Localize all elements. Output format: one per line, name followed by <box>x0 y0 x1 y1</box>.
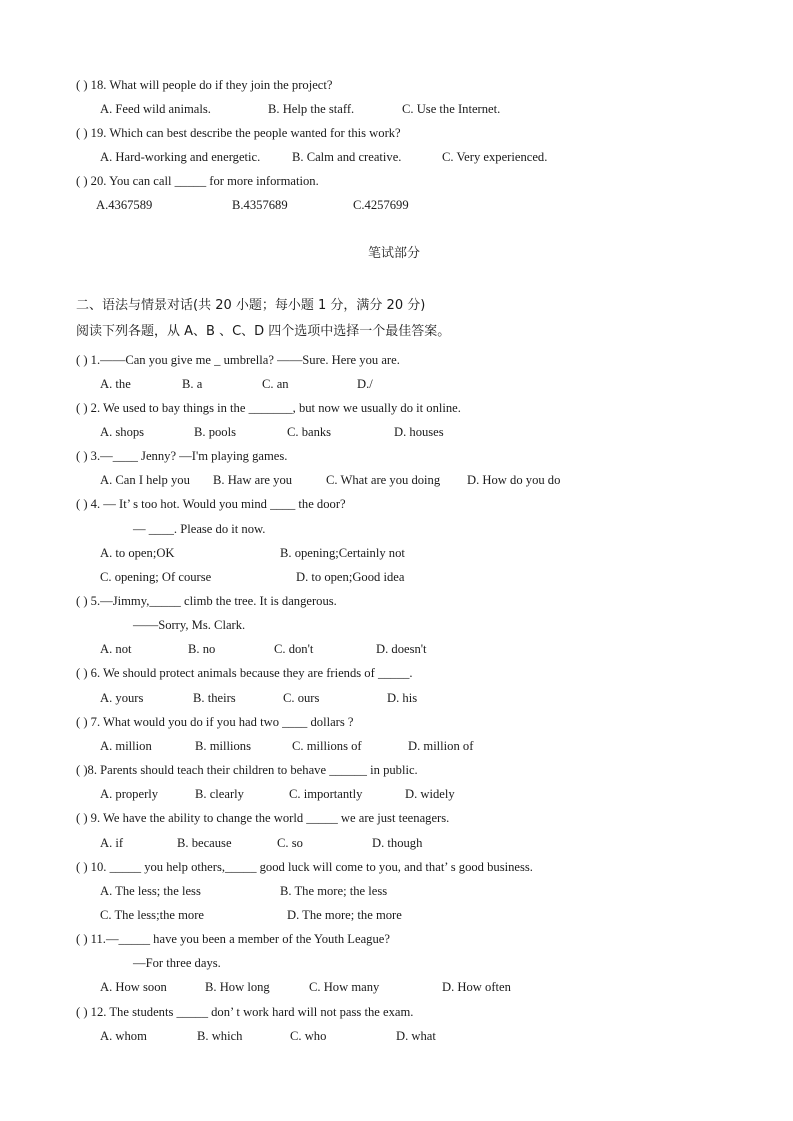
question-5-option-c: C. don't <box>274 642 314 656</box>
question-7-option-b: B. millions <box>195 739 251 753</box>
question-18-option-a: A. Feed wild animals. <box>100 102 211 116</box>
question-10-option-a: A. The less; the less <box>100 884 201 898</box>
question-1-option-c: C. an <box>262 377 289 391</box>
question-9-option-b: B. because <box>177 836 232 850</box>
question-7-option-d: D. million of <box>408 739 474 753</box>
question-7-option-a: A. million <box>100 739 152 753</box>
question-4-option-d: D. to open;Good idea <box>296 570 405 584</box>
question-6-option-b: B. theirs <box>193 691 236 705</box>
question-6-option-d: D. his <box>387 691 418 705</box>
question-20-option-b: B.4357689 <box>232 198 288 212</box>
question-2-option-b: B. pools <box>194 425 236 439</box>
question-8-option-d: D. widely <box>405 787 455 801</box>
question-6-option-c: C. ours <box>283 691 320 705</box>
question-20-option-a: A.4367589 <box>96 198 153 212</box>
question-2-option-d: D. houses <box>394 425 444 439</box>
question-3-option-a: A. Can I help you <box>100 473 190 487</box>
question-4-stem: ( ) 4. — It’ s too hot. Would you mind ____ the door? <box>76 497 346 511</box>
question-6-stem: ( ) 6. We should protect animals because they are friends of _____. <box>76 666 413 680</box>
question-12-option-a: A. whom <box>100 1029 147 1043</box>
question-2-stem: ( ) 2. We used to bay things in the _______, but now we usually do it online. <box>76 401 461 415</box>
question-1-option-b: B. a <box>182 377 203 391</box>
question-20-option-c: C.4257699 <box>353 198 409 212</box>
question-12-option-c: C. who <box>290 1029 327 1043</box>
question-7-stem: ( ) 7. What would you do if you had two ____ dollars ? <box>76 715 354 729</box>
question-8-option-a: A. properly <box>100 787 159 801</box>
question-18-option-b: B. Help the staff. <box>268 102 355 116</box>
question-2-option-c: C. banks <box>287 425 332 439</box>
question-5-stem: ( ) 5.—Jimmy,_____ climb the tree. It is dangerous. <box>76 594 337 608</box>
question-4-reply: — ____. Please do it now. <box>133 522 266 536</box>
question-7-option-c: C. millions of <box>292 739 362 753</box>
question-9-stem: ( ) 9. We have the ability to change the world _____ we are just teenagers. <box>76 811 450 825</box>
question-5-option-a: A. not <box>100 642 132 656</box>
question-18-stem: ( ) 18. What will people do if they join the project? <box>76 78 333 92</box>
section-heading: 二、语法与情景对话(共 20 小题；每小题 1 分，满分 20 分) <box>76 298 426 313</box>
question-4-option-c: C. opening; Of course <box>100 570 212 584</box>
question-11-option-b: B. How long <box>205 980 270 994</box>
question-5-reply: ——Sorry, Ms. Clark. <box>133 618 246 632</box>
question-3-stem: ( ) 3.—____ Jenny? —I'm playing games. <box>76 449 288 463</box>
question-11-option-c: C. How many <box>309 980 380 994</box>
question-5-option-d: D. doesn't <box>376 642 427 656</box>
question-19-option-b: B. Calm and creative. <box>292 150 402 164</box>
question-3-option-d: D. How do you do <box>467 473 561 487</box>
question-9-option-a: A. if <box>100 836 124 850</box>
question-8-option-c: C. importantly <box>289 787 363 801</box>
question-12-option-d: D. what <box>396 1029 436 1043</box>
question-19-option-c: C. Very experienced. <box>442 150 548 164</box>
question-11-option-a: A. How soon <box>100 980 167 994</box>
question-11-reply: —For three days. <box>133 956 221 970</box>
question-19-option-a: A. Hard-working and energetic. <box>100 150 261 164</box>
question-1-option-a: A. the <box>100 377 131 391</box>
section-instruction: 阅读下列各题，从 A、B 、C、D 四个选项中选择一个最佳答案。 <box>76 324 451 339</box>
question-9-option-c: C. so <box>277 836 303 850</box>
question-2-option-a: A. shops <box>100 425 145 439</box>
question-1-stem: ( ) 1.——Can you give me _ umbrella? ——Sure. Here you are. <box>76 353 400 367</box>
question-18-option-c: C. Use the Internet. <box>402 102 501 116</box>
question-6-option-a: A. yours <box>100 691 144 705</box>
question-11-stem: ( ) 11.—_____ have you been a member of the Youth League? <box>76 932 390 946</box>
section-title: 笔试部分 <box>368 246 421 261</box>
question-9-option-d: D. though <box>372 836 423 850</box>
question-10-option-d: D. The more; the more <box>287 908 402 922</box>
question-3-option-c: C. What are you doing <box>326 473 441 487</box>
question-12-option-b: B. which <box>197 1029 243 1043</box>
question-19-stem: ( ) 19. Which can best describe the people wanted for this work? <box>76 126 401 140</box>
question-8-option-b: B. clearly <box>195 787 244 801</box>
question-10-option-c: C. The less;the more <box>100 908 204 922</box>
question-20-stem: ( ) 20. You can call _____ for more information. <box>76 174 319 188</box>
question-3-option-b: B. Haw are you <box>213 473 293 487</box>
question-8-stem: ( )8. Parents should teach their children to behave ______ in public. <box>76 763 418 777</box>
question-5-option-b: B. no <box>188 642 216 656</box>
question-12-stem: ( ) 12. The students _____ don’ t work hard will not pass the exam. <box>76 1005 414 1019</box>
question-4-option-b: B. opening;Certainly not <box>280 546 405 560</box>
question-10-option-b: B. The more; the less <box>280 884 388 898</box>
question-11-option-d: D. How often <box>442 980 511 994</box>
question-4-option-a: A. to open;OK <box>100 546 175 560</box>
question-1-option-d: D./ <box>357 377 373 391</box>
question-10-stem: ( ) 10. _____ you help others,_____ good luck will come to you, and that’ s good business. <box>76 860 533 874</box>
